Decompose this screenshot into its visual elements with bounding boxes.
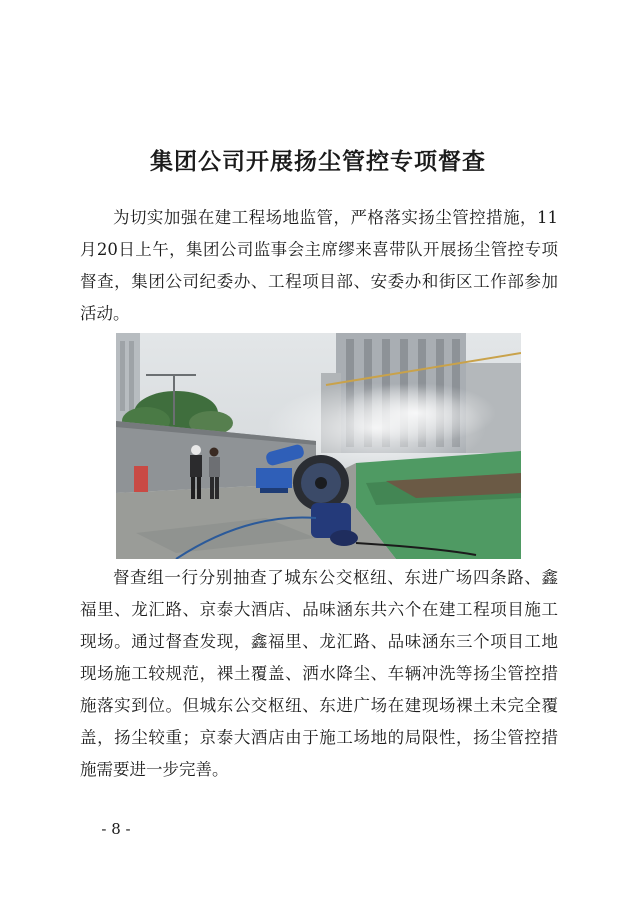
document-title: 集团公司开展扬尘管控专项督查: [150, 148, 486, 175]
red-barrier: [134, 466, 148, 492]
site-photo: [116, 333, 521, 559]
paragraph-findings: 督查组一行分别抽查了城东公交枢纽、东进广场四条路、鑫福里、龙汇路、京泰大酒店、品味涵东共六个在建工程项目施工现场。通过督查发现，鑫福里、龙汇路、品味涵东三个项目工地现场施工较规范，裸土覆盖、洒水降尘、车辆冲洗等扬尘管控措施落实到位。但城东公交枢纽、东进广场在建现场裸土未完全覆盖，扬尘较重；京泰大酒店由于施工场地的局限性，扬尘管控措施需要进一步完善。: [80, 568, 558, 779]
construction-site-illustration: [116, 333, 521, 559]
paragraph-intro: 为切实加强在建工程场地监管，严格落实扬尘管控措施，11月20日上午，集团公司监事会主席缪来喜带队开展扬尘管控专项督查，集团公司纪委办、工程项目部、安委办和街区工作部参加活动。: [80, 208, 558, 323]
page-number: - 8 -: [101, 820, 131, 838]
